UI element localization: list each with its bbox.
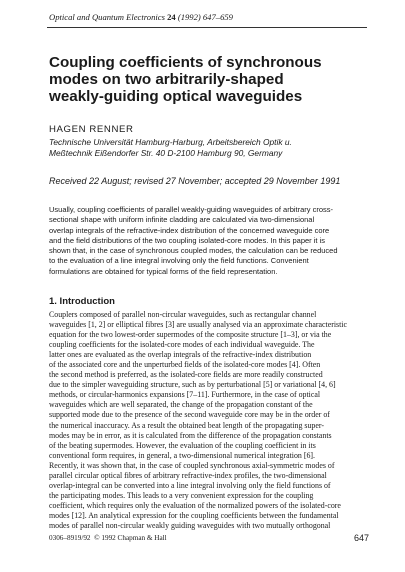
body-line: coupling coefficients for the isolated-core modes of each individual waveguide. The xyxy=(49,340,315,350)
abstract-line: to the evaluation of a line integral involving only the field functions. Convenient xyxy=(49,256,309,266)
title-line: weakly-guiding optical waveguides xyxy=(49,88,303,106)
journal-year-pages: (1992) 647–659 xyxy=(177,12,233,22)
article-title xyxy=(49,54,379,106)
abstract xyxy=(49,205,369,277)
body-text xyxy=(49,310,369,531)
title-line: Coupling coefficients of synchronous xyxy=(49,54,322,71)
page-number: 647 xyxy=(353,533,369,543)
body-line: of the associated core and the unperturbed fields of the isolated-core modes [4]. Often xyxy=(49,360,321,370)
body-line: methods, or circular-harmonics expansions [7–11]. Furthermore, in the case of optical xyxy=(49,390,321,400)
body-line: overlap-integral can be converted into a line integral involving only the field functions of xyxy=(49,480,331,490)
affiliation-line: Technische Universität Hamburg-Harburg, Arbeitsbereich Optik u. xyxy=(49,137,292,147)
publication-code: 0306–8919/92 xyxy=(49,534,91,542)
journal-volume: 24 xyxy=(167,12,176,22)
running-header xyxy=(49,12,233,22)
author-affiliation xyxy=(49,137,379,159)
abstract-line: formulations are obtained for typical forms of the field representation. xyxy=(49,266,278,276)
body-line: the second method is preferred, as the isolated-core fields are more readily constructed xyxy=(49,370,323,380)
body-line: coefficient, which requires only the evaluation of the normalized powers of the isolated-core xyxy=(49,500,341,510)
body-line: modes [12]. An analytical expression for the coupling coefficients between the fundamental xyxy=(49,510,339,520)
author-name: HAGEN RENNER xyxy=(49,124,134,135)
body-line: the participating modes. This leads to a very convenient expression for the coupling xyxy=(49,490,314,500)
abstract-line: overlap integrals of the refractive-index distribution of the concerned waveguide core xyxy=(49,225,330,235)
body-line: latter ones are evaluated as the overlap integrals of the refractive-index distribution xyxy=(49,350,312,360)
body-line: modes of parallel non-circular weakly guiding waveguides with two mutually orthogonal xyxy=(49,520,331,530)
body-line: conventional form requires, in general, a two-dimensional numerical integration [6]. xyxy=(49,450,316,460)
body-line: supported mode due to the presence of the second waveguide core may be in the order of xyxy=(49,410,330,420)
abstract-line: sectional shape with uniform infinite cladding are calculated via two-dimensional xyxy=(49,215,315,225)
copyright-notice: © 1992 Chapman & Hall xyxy=(94,534,167,542)
body-line: of the beating supermodes. However, the evaluation of the coupling coefficient in its xyxy=(49,440,316,450)
body-line: due to the simpler waveguiding structure, such as by perturbational [5] or variational [4, 6] xyxy=(49,380,336,390)
title-line: modes on two arbitrarily-shaped xyxy=(49,71,284,89)
abstract-line: Usually, coupling coefficients of parallel weakly-guiding waveguides of arbitrary cross- xyxy=(49,205,334,214)
abstract-line: shown that, in the case of synchronous coupled modes, the calculation can be reduced xyxy=(49,246,338,256)
body-line: Couplers composed of parallel non-circular waveguides, such as rectangular channel xyxy=(49,310,317,319)
body-line: parallel circular optical fibres of arbitrary refractive-index profiles, the two-dimensional xyxy=(49,470,327,480)
abstract-line: and the field distributions of the two coupling isolated-core modes. In this paper it is xyxy=(49,235,325,245)
section-heading: 1. Introduction xyxy=(49,296,115,307)
body-line: waveguides which are well separated, the change of the propagation constant of the xyxy=(49,400,313,410)
body-line: Recently, it was shown that, in the case of coupled synchronous axial-symmetric modes of xyxy=(49,460,335,470)
body-line: the numerical inaccuracy. As a result the obtained beat length of the propagating super- xyxy=(49,420,324,430)
journal-name: Optical and Quantum Electronics xyxy=(49,12,165,22)
page-footer xyxy=(49,533,369,545)
header-rule xyxy=(47,27,367,28)
body-line: waveguides [1, 2] or elliptical fibres [3] are usually analysed via an approximate characteristic xyxy=(49,320,347,330)
body-line: modes may be in error, as it is calculated from the difference of the propagation constants xyxy=(49,430,332,440)
affiliation-line: Meßtechnik Eißendorfer Str. 40 D-2100 Hamburg 90, Germany xyxy=(49,148,283,158)
footer-copyright-line xyxy=(49,534,167,542)
body-line: equation for the two lowest-order supermodes of the composite structure [1–3], or via the xyxy=(49,330,332,340)
received-dates: Received 22 August; revised 27 November; accepted 29 November 1991 xyxy=(49,176,341,186)
